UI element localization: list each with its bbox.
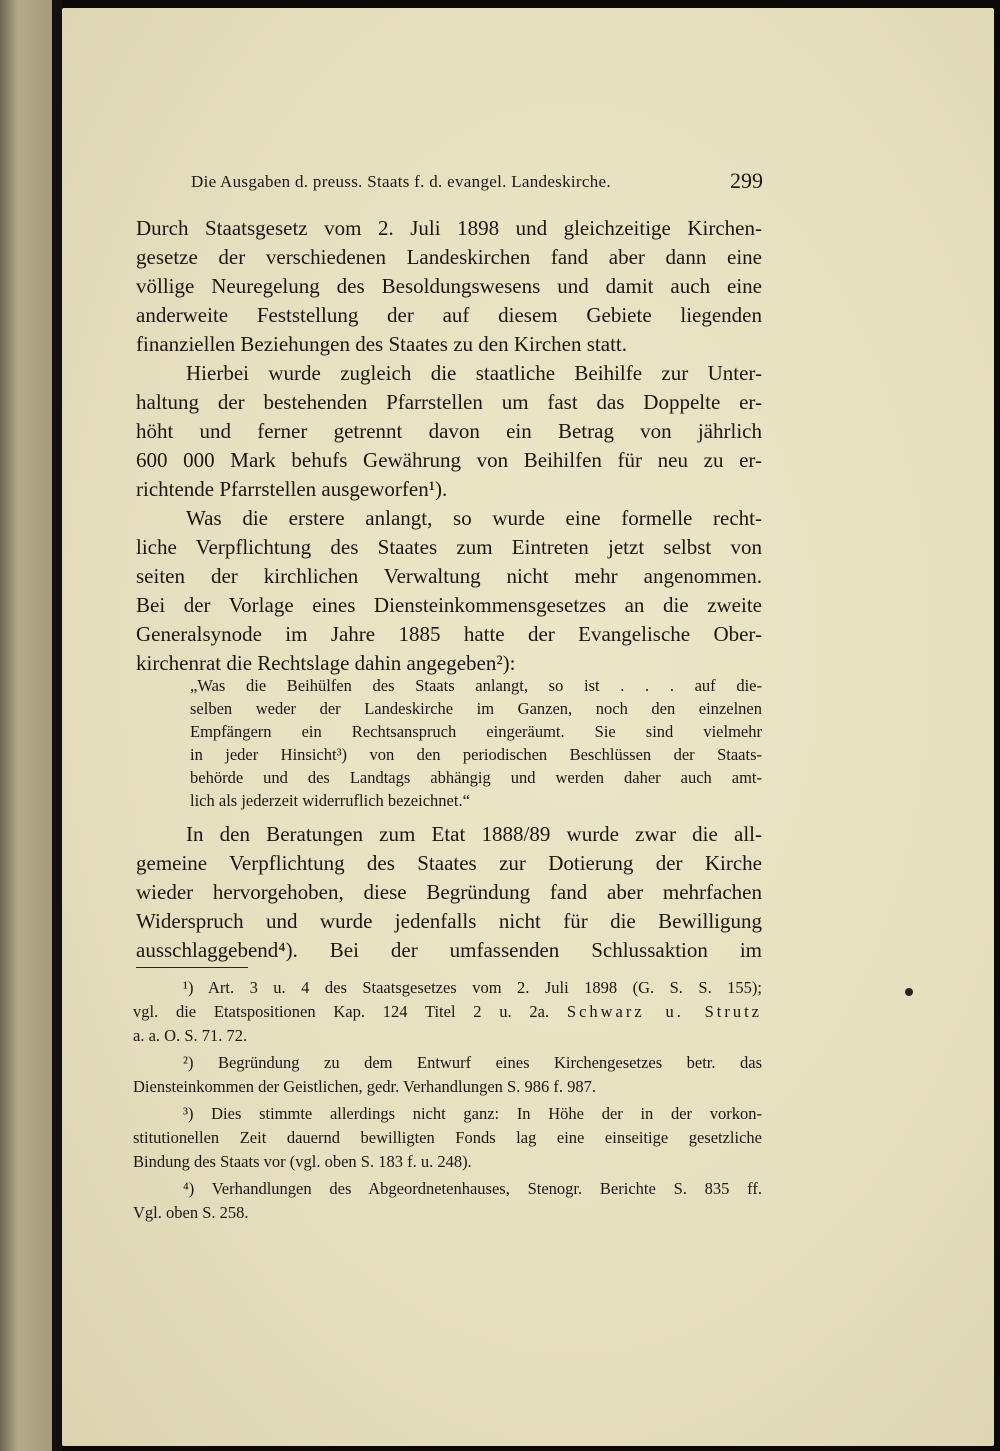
body-line: 600 000 Mark behufs Gewährung von Beihilfen für neu zu er- xyxy=(136,448,762,472)
block-quote xyxy=(190,674,762,812)
footnote-1 xyxy=(133,976,762,1048)
quote-line: selben weder der Landeskirche im Ganzen, noch den einzelnen xyxy=(190,699,762,718)
running-head xyxy=(191,168,763,198)
body-line: finanziellen Beziehungen des Staates zu den Kirchen statt. xyxy=(136,332,627,356)
body-line: Was die erstere anlangt, so wurde eine formelle recht- xyxy=(186,506,762,530)
footnote-line: Diensteinkommen der Geistlichen, gedr. Verhandlungen S. 986 f. 987. xyxy=(133,1077,596,1096)
quote-line: behörde und des Landtags abhängig und werden daher auch amt- xyxy=(190,768,762,787)
body-line: höht und ferner getrennt davon ein Betrag von jährlich xyxy=(136,419,762,443)
body-line: völlige Neuregelung des Besoldungswesens und damit auch eine xyxy=(136,274,762,298)
quote-line: in jeder Hinsicht³) von den periodischen Beschlüssen der Staats- xyxy=(190,745,762,764)
body-line: Hierbei wurde zugleich die staatliche Beihilfe zur Unter- xyxy=(186,361,762,385)
footnote-line xyxy=(133,1000,762,1024)
footnote-line: ³) Dies stimmte allerdings nicht ganz: In Höhe der in der vorkon- xyxy=(183,1104,762,1123)
page-number: 299 xyxy=(730,168,763,193)
body-line: ausschlaggebend⁴). Bei der umfassenden Schlussaktion im xyxy=(136,938,762,962)
footnote-line: Vgl. oben S. 258. xyxy=(133,1203,249,1222)
author-names: Schwarz u. Strutz xyxy=(566,1002,762,1021)
body-line: gesetze der verschiedenen Landeskirchen fand aber dann eine xyxy=(136,245,762,269)
footnote-line: ⁴) Verhandlungen des Abgeordnetenhauses, Stenogr. Berichte S. 835 ff. xyxy=(183,1179,762,1198)
body-line: kirchenrat die Rechtslage dahin angegeben²): xyxy=(136,651,516,675)
body-line: gemeine Verpflichtung des Staates zur Dotierung der Kirche xyxy=(136,851,762,875)
footnote-4 xyxy=(133,1177,762,1225)
footnote-line: a. a. O. S. 71. 72. xyxy=(133,1026,248,1045)
ink-spot xyxy=(905,988,913,996)
quote-line: lich als jederzeit widerruflich bezeichnet.“ xyxy=(190,791,470,810)
body-line: anderweite Feststellung der auf diesem Gebiete liegenden xyxy=(136,303,762,327)
body-line: Generalsynode im Jahre 1885 hatte der Evangelische Ober- xyxy=(136,622,762,646)
running-head-title: Die Ausgaben d. preuss. Staats f. d. evangel. Landeskirche. xyxy=(191,172,611,191)
body-line: Widerspruch und wurde jedenfalls nicht für die Bewilligung xyxy=(136,909,762,933)
footnote-separator xyxy=(136,967,248,968)
body-line: Durch Staatsgesetz vom 2. Juli 1898 und gleichzeitige Kirchen- xyxy=(136,216,762,240)
quote-line: Empfängern ein Rechtsanspruch eingeräumt. Sie sind vielmehr xyxy=(190,722,762,741)
body-line: liche Verpflichtung des Staates zum Eintreten jetzt selbst von xyxy=(136,535,762,559)
footnote-line: Bindung des Staats vor (vgl. oben S. 183 f. u. 248). xyxy=(133,1152,472,1171)
footnote-line: ²) Begründung zu dem Entwurf eines Kirchengesetzes betr. das xyxy=(183,1053,762,1072)
book-gutter xyxy=(52,0,62,1451)
footnotes xyxy=(133,976,762,1225)
body-text-continued xyxy=(136,820,762,965)
quote-line: „Was die Beihülfen des Staats anlangt, so ist . . . auf die- xyxy=(190,676,762,695)
body-line: In den Beratungen zum Etat 1888/89 wurde zwar die all- xyxy=(186,822,762,846)
footnote-line: ¹) Art. 3 u. 4 des Staatsgesetzes vom 2. Juli 1898 (G. S. S. 155); xyxy=(183,978,762,997)
body-line: Bei der Vorlage eines Diensteinkommensgesetzes an die zweite xyxy=(136,593,762,617)
body-line: wieder hervorgehoben, diese Begründung fand aber mehrfachen xyxy=(136,880,762,904)
body-text-paragraphs xyxy=(136,214,762,678)
footnote-line-part: vgl. die Etatspositionen Kap. 124 Titel 2 u. 2a. xyxy=(133,1002,550,1021)
body-line: richtende Pfarrstellen ausgeworfen¹). xyxy=(136,477,448,501)
footnote-line: stitutionellen Zeit dauernd bewilligten Fonds lag eine einseitige gesetzliche xyxy=(133,1128,762,1147)
footnote-2 xyxy=(133,1051,762,1099)
footnote-3 xyxy=(133,1102,762,1174)
body-line: haltung der bestehenden Pfarrstellen um fast das Doppelte er- xyxy=(136,390,762,414)
body-line: seiten der kirchlichen Verwaltung nicht mehr angenommen. xyxy=(136,564,762,588)
facing-page-edge xyxy=(0,0,52,1451)
